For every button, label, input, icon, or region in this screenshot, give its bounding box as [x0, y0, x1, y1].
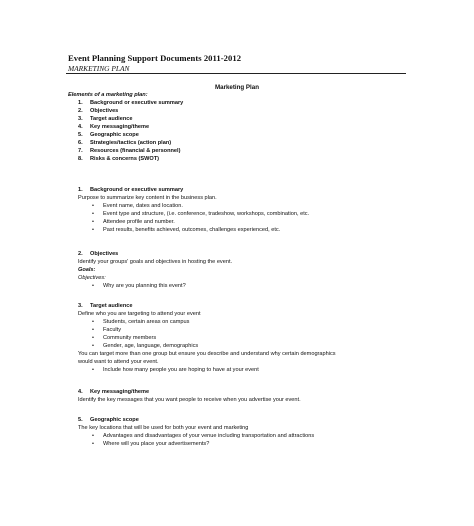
- section-4-num: 4.: [78, 389, 83, 395]
- section-1-bullet-4: Past results, benefits achieved, outcomes, challenges experienced, etc.: [103, 227, 281, 233]
- elements-item-4: Key messaging/theme: [90, 124, 150, 130]
- section-2-bullet-1: Why are you planning this event?: [103, 283, 186, 289]
- bullet-glyph: •: [92, 441, 94, 447]
- bullet-glyph: •: [92, 227, 94, 233]
- bullet-glyph: •: [92, 327, 94, 333]
- section-2-num: 2.: [78, 251, 83, 257]
- section-1-heading: Background or executive summary: [90, 187, 184, 193]
- section-5-heading: Geographic scope: [90, 417, 139, 423]
- section-5-intro: The key locations that will be used for both your event and marketing: [78, 425, 249, 431]
- section-3-num: 3.: [78, 303, 83, 309]
- section-5-num: 5.: [78, 417, 83, 423]
- section-1-intro: Purpose to summarize key content in the business plan.: [78, 195, 217, 201]
- section-5-bullet-2: Where will you place your advertisements?: [103, 441, 210, 447]
- elements-num-8: 8.: [78, 156, 83, 162]
- elements-num-4: 4.: [78, 124, 83, 130]
- section-3-bullet-5: Include how many people you are hoping to have at your event: [103, 367, 259, 373]
- section-5-bullet-1: Advantages and disadvantages of your venue including transportation and attractions: [103, 433, 315, 439]
- bullet-glyph: •: [92, 319, 94, 325]
- elements-item-5: Geographic scope: [90, 132, 139, 138]
- elements-num-2: 2.: [78, 108, 83, 114]
- elements-item-6: Strategies/tactics (action plan): [90, 140, 172, 146]
- elements-item-2: Objectives: [90, 108, 119, 114]
- section-4-heading: Key messaging/theme: [90, 389, 150, 395]
- elements-item-7: Resources (financial & personnel): [90, 148, 181, 154]
- bullet-glyph: •: [92, 335, 94, 341]
- section-4-intro: Identify the key messages that you want people to receive when you advertise your event.: [78, 397, 301, 403]
- elements-num-5: 5.: [78, 132, 83, 138]
- elements-item-8: Risks & concerns (SWOT): [90, 156, 160, 162]
- elements-num-1: 1.: [78, 100, 83, 106]
- bullet-glyph: •: [92, 203, 94, 209]
- elements-num-3: 3.: [78, 116, 83, 122]
- bullet-glyph: •: [92, 219, 94, 225]
- section-3-bullet-4: Gender, age, language, demographics: [103, 343, 199, 349]
- document-title: Event Planning Support Documents 2011-2012: [68, 53, 242, 63]
- bullet-glyph: •: [92, 283, 94, 289]
- bullet-glyph: •: [92, 211, 94, 217]
- section-3-bullet-2: Faculty: [103, 327, 122, 333]
- page-heading: Marketing Plan: [214, 84, 259, 91]
- section-1-bullet-3: Attendee profile and number.: [103, 219, 175, 225]
- document-subtitle: MARKETING PLAN: [68, 64, 130, 73]
- section-1-bullet-2: Event type and structure, (i.e. conference, tradeshow, workshops, combination, etc.: [103, 211, 310, 217]
- elements-item-3: Target audience: [90, 116, 133, 122]
- section-3-bullet-1: Students, certain areas on campus: [103, 319, 190, 325]
- section-2-heading: Objectives: [90, 251, 119, 257]
- elements-item-1: Background or executive summary: [90, 100, 184, 106]
- section-3-intro: Define who you are targeting to attend your event: [78, 311, 201, 317]
- bullet-glyph: •: [92, 367, 94, 373]
- header-divider: [66, 73, 406, 74]
- section-2-objectives: Objectives:: [78, 275, 106, 281]
- section-3-paragraph-line-2: would want to attend your event.: [78, 359, 159, 365]
- bullet-glyph: •: [92, 343, 94, 349]
- section-3-paragraph-line-1: You can target more than one group but ensure you describe and understand why certain demographics: [78, 351, 336, 357]
- section-1-num: 1.: [78, 187, 83, 193]
- section-3-heading: Target audience: [90, 303, 133, 309]
- elements-num-7: 7.: [78, 148, 83, 154]
- elements-heading: Elements of a marketing plan:: [68, 92, 148, 98]
- elements-num-6: 6.: [78, 140, 83, 146]
- bullet-glyph: •: [92, 433, 94, 439]
- section-2-goals: Goals:: [78, 267, 96, 273]
- section-3-bullet-3: Community members: [103, 335, 157, 341]
- section-1-bullet-1: Event name, dates and location.: [103, 203, 183, 209]
- section-2-intro: Identify your groups' goals and objectives in hosting the event.: [78, 259, 233, 265]
